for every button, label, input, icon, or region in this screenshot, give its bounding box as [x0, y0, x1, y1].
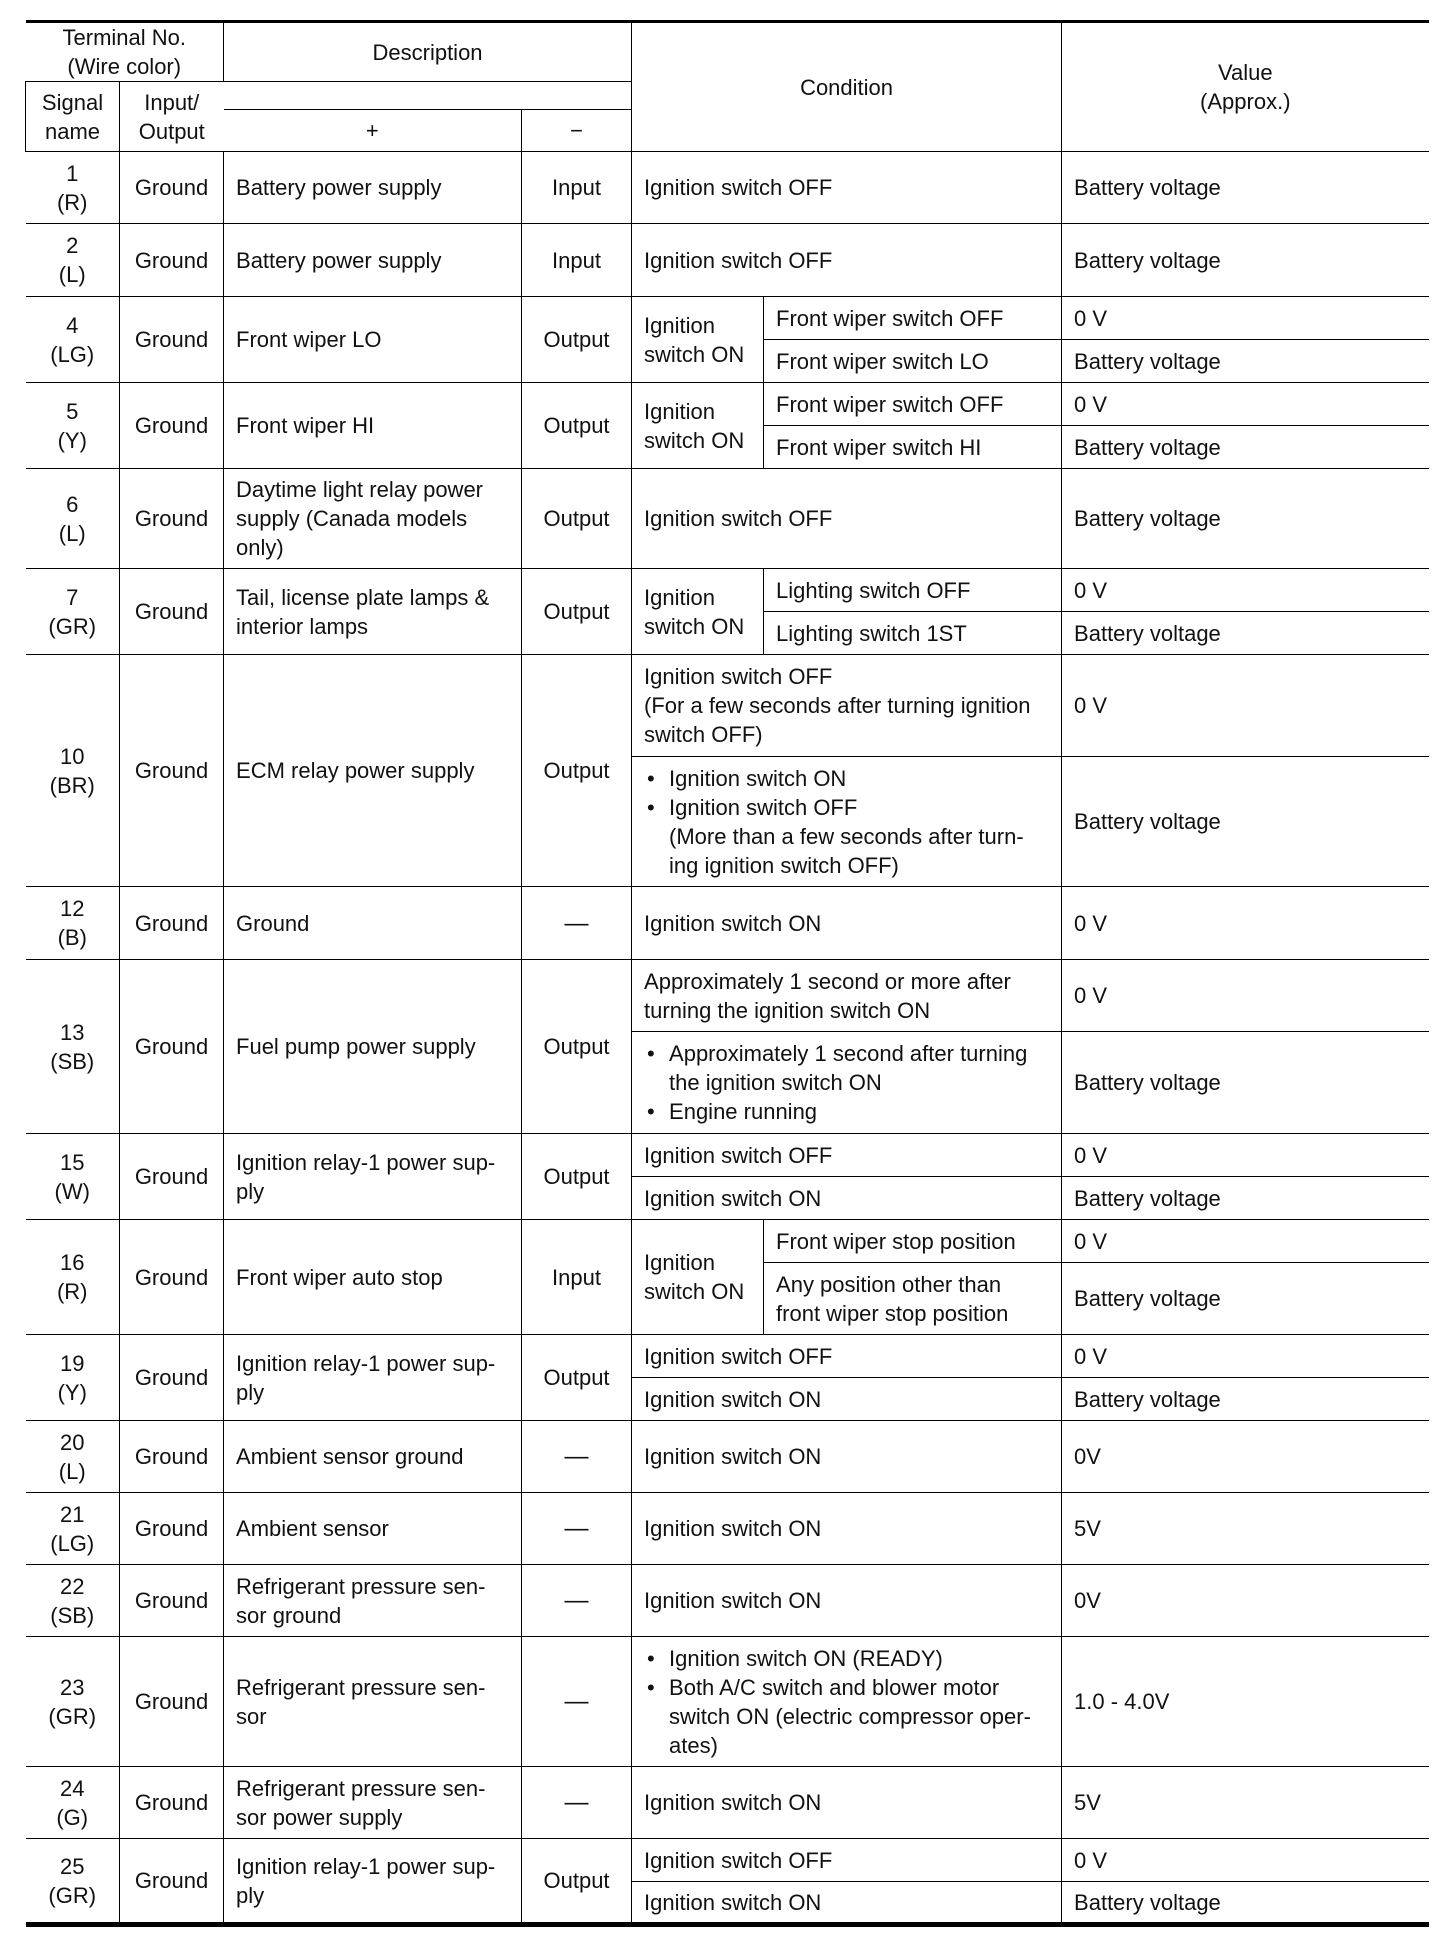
table-row	[26, 1220, 1429, 1263]
wire-color: (GR)	[48, 1882, 97, 1908]
terminal-number: 23	[60, 1674, 85, 1700]
signal-cell: Tail, license plate lamps & interior lamps	[224, 569, 522, 655]
terminal-number: 12	[60, 896, 85, 921]
condition-main-cell: Ignition switch ON	[632, 383, 764, 469]
io-cell: Output	[522, 960, 632, 1134]
terminal-header-line1: Terminal No.	[62, 25, 186, 50]
wire-color: (R)	[56, 189, 88, 215]
condition-note: (For a few seconds after turning ignition switch OFF)	[644, 693, 1031, 747]
io-cell: —	[522, 1637, 632, 1767]
wire-color: (GR)	[48, 613, 97, 639]
terminal-number: 24	[60, 1775, 85, 1801]
terminal-number: 19	[60, 1350, 85, 1376]
terminal-cell	[26, 887, 120, 960]
condition-bullet-list	[644, 1039, 1049, 1126]
signal-cell: Refrigerant pressure sen-sor power supply	[224, 1767, 522, 1839]
terminal-number: 25	[60, 1853, 85, 1879]
condition-cell: Ignition switch OFF	[632, 152, 1062, 224]
table-row	[26, 1421, 1429, 1493]
terminal-cell	[26, 1421, 120, 1493]
ground-cell: Ground	[120, 1134, 224, 1220]
signal-cell: Front wiper LO	[224, 297, 522, 383]
value-cell: 0 V	[1062, 1220, 1429, 1263]
value-cell: 0V	[1062, 1565, 1429, 1637]
condition-main-cell: Ignition switch ON	[632, 569, 764, 655]
condition-line: Ignition switch OFF	[644, 664, 833, 689]
condition-cell: Ignition switch OFF	[632, 1134, 1062, 1177]
io-cell: Output	[522, 383, 632, 469]
terminal-cell	[26, 469, 120, 569]
wire-color: (GR)	[48, 1703, 97, 1729]
value-cell: Battery voltage	[1062, 757, 1429, 887]
ground-cell: Ground	[120, 1421, 224, 1493]
terminal-cell	[26, 383, 120, 469]
condition-cell: Ignition switch OFF	[632, 469, 1062, 569]
value-cell: Battery voltage	[1062, 340, 1429, 383]
signal-cell: Ambient sensor ground	[224, 1421, 522, 1493]
value-cell: 0 V	[1062, 960, 1429, 1032]
io-cell: —	[522, 887, 632, 960]
condition-header: Condition	[632, 22, 1062, 152]
plus-header: +	[224, 110, 522, 152]
io-cell: —	[522, 1493, 632, 1565]
ground-cell: Ground	[120, 1220, 224, 1335]
ground-cell: Ground	[120, 1839, 224, 1925]
table-row	[26, 1565, 1429, 1637]
condition-cell: Ignition switch ON	[632, 1767, 1062, 1839]
condition-note: (More than a few seconds after turn-ing ignition switch OFF)	[669, 823, 1024, 878]
table-row	[26, 1767, 1429, 1839]
signal-cell: Front wiper auto stop	[224, 1220, 522, 1335]
sub-condition-cell: Front wiper switch HI	[764, 426, 1062, 469]
terminal-number: 15	[60, 1149, 85, 1175]
terminal-number: 2	[66, 233, 79, 258]
io-header-line1: Input/	[144, 89, 200, 115]
wire-color: (SB)	[50, 1048, 95, 1074]
ground-cell: Ground	[120, 383, 224, 469]
condition-bullet: • Approximately 1 second after turning the ignition switch ON	[644, 1039, 1049, 1097]
signal-cell: Ground	[224, 887, 522, 960]
terminal-number: 1	[66, 160, 79, 186]
condition-main-cell: Ignition switch ON	[632, 297, 764, 383]
ground-cell: Ground	[120, 1335, 224, 1421]
header-row	[26, 22, 1429, 82]
signal-cell: Battery power supply	[224, 224, 522, 297]
wire-color: (BR)	[49, 772, 95, 798]
value-header	[1062, 22, 1429, 152]
description-header: Description	[224, 22, 632, 82]
signal-cell: ECM relay power supply	[224, 655, 522, 887]
signal-cell: Daytime light relay power supply (Canada models only)	[224, 469, 522, 569]
terminal-header-line2: (Wire color)	[67, 54, 182, 79]
signal-cell: Front wiper HI	[224, 383, 522, 469]
terminal-number: 16	[60, 1250, 85, 1275]
wire-color: (L)	[58, 520, 86, 546]
terminal-cell	[26, 297, 120, 383]
condition-cell: Ignition switch ON	[632, 1493, 1062, 1565]
wire-color: (B)	[57, 925, 87, 950]
terminal-cell	[26, 1637, 120, 1767]
condition-bullet	[644, 793, 1049, 880]
terminal-cell	[26, 1335, 120, 1421]
condition-main-cell: Ignition switch ON	[632, 1220, 764, 1335]
signal-cell: Fuel pump power supply	[224, 960, 522, 1134]
wire-color: (Y)	[57, 1379, 87, 1405]
ground-cell: Ground	[120, 469, 224, 569]
value-cell: Battery voltage	[1062, 1177, 1429, 1220]
value-header-line2: (Approx.)	[1200, 89, 1291, 114]
condition-bullet-list	[644, 1644, 1049, 1760]
ground-cell: Ground	[120, 887, 224, 960]
io-cell: Input	[522, 1220, 632, 1335]
condition-cell	[632, 1032, 1062, 1134]
terminal-cell	[26, 224, 120, 297]
ground-cell: Ground	[120, 152, 224, 224]
io-cell: Output	[522, 1335, 632, 1421]
terminal-cell	[26, 152, 120, 224]
terminal-spec-sheet	[25, 20, 1428, 1927]
table-row	[26, 569, 1429, 612]
value-cell: 1.0 - 4.0V	[1062, 1637, 1429, 1767]
condition-bullet: • Engine running	[644, 1097, 1049, 1126]
terminal-number: 22	[60, 1573, 85, 1599]
condition-cell: Ignition switch ON	[632, 1177, 1062, 1220]
terminal-table	[25, 20, 1429, 1927]
wire-color: (LG)	[50, 1530, 95, 1556]
value-cell: Battery voltage	[1062, 1378, 1429, 1421]
table-row	[26, 297, 1429, 340]
condition-line: • Ignition switch OFF	[669, 794, 858, 820]
signal-cell: Battery power supply	[224, 152, 522, 224]
value-cell: Battery voltage	[1062, 1032, 1429, 1134]
table-row	[26, 1493, 1429, 1565]
terminal-number: 21	[60, 1501, 85, 1527]
table-row	[26, 469, 1429, 569]
signal-cell: Refrigerant pressure sen-sor ground	[224, 1565, 522, 1637]
value-cell: Battery voltage	[1062, 426, 1429, 469]
wire-color: (Y)	[57, 427, 87, 453]
value-cell: Battery voltage	[1062, 1263, 1429, 1335]
ground-cell: Ground	[120, 1767, 224, 1839]
signal-cell: Ignition relay-1 power sup-ply	[224, 1134, 522, 1220]
value-cell: 0 V	[1062, 887, 1429, 960]
io-cell: Output	[522, 469, 632, 569]
minus-header: −	[522, 110, 632, 152]
condition-cell: Ignition switch ON	[632, 1378, 1062, 1421]
value-cell: 5V	[1062, 1493, 1429, 1565]
table-row	[26, 1839, 1429, 1882]
terminal-cell	[26, 1220, 120, 1335]
table-row	[26, 383, 1429, 426]
sub-condition-cell: Front wiper switch LO	[764, 340, 1062, 383]
ground-cell: Ground	[120, 960, 224, 1134]
io-cell: Output	[522, 1839, 632, 1925]
table-row	[26, 152, 1429, 224]
terminal-number: 7	[66, 584, 79, 610]
ground-cell: Ground	[120, 224, 224, 297]
terminal-number: 4	[66, 312, 79, 338]
table-row	[26, 1637, 1429, 1767]
io-header	[120, 82, 224, 152]
value-cell: 0 V	[1062, 655, 1429, 757]
terminal-cell	[26, 1493, 120, 1565]
signal-cell: Ambient sensor	[224, 1493, 522, 1565]
ground-cell: Ground	[120, 1637, 224, 1767]
condition-bullet: • Both A/C switch and blower motor switch ON (electric compressor oper-ates)	[644, 1673, 1049, 1760]
table-row	[26, 1335, 1429, 1378]
terminal-cell	[26, 569, 120, 655]
io-cell: Input	[522, 224, 632, 297]
terminal-cell	[26, 1134, 120, 1220]
wire-color: (L)	[58, 1458, 86, 1484]
value-cell: 0 V	[1062, 1134, 1429, 1177]
condition-cell: Ignition switch OFF	[632, 224, 1062, 297]
signal-cell: Ignition relay-1 power sup-ply	[224, 1839, 522, 1925]
wire-color: (W)	[54, 1178, 90, 1204]
wire-color: (SB)	[50, 1602, 95, 1628]
value-cell: 0 V	[1062, 569, 1429, 612]
condition-cell	[632, 1637, 1062, 1767]
io-cell: Output	[522, 655, 632, 887]
condition-cell: Ignition switch OFF	[632, 1335, 1062, 1378]
value-cell: 0 V	[1062, 1335, 1429, 1378]
io-cell: Output	[522, 569, 632, 655]
signal-name-header: Signal name	[26, 82, 120, 152]
sub-condition-cell: Lighting switch OFF	[764, 569, 1062, 612]
condition-cell	[632, 655, 1062, 757]
terminal-number: 13	[60, 1019, 85, 1045]
signal-cell: Ignition relay-1 power sup-ply	[224, 1335, 522, 1421]
io-cell: Input	[522, 152, 632, 224]
sub-condition-cell: Lighting switch 1ST	[764, 612, 1062, 655]
table-row	[26, 655, 1429, 757]
io-cell: —	[522, 1565, 632, 1637]
ground-cell: Ground	[120, 1493, 224, 1565]
condition-cell: Ignition switch ON	[632, 1565, 1062, 1637]
value-cell: Battery voltage	[1062, 612, 1429, 655]
io-cell: —	[522, 1421, 632, 1493]
condition-cell: Ignition switch ON	[632, 1421, 1062, 1493]
value-cell: Battery voltage	[1062, 152, 1429, 224]
io-header-line2: Output	[138, 118, 205, 144]
terminal-cell	[26, 960, 120, 1134]
io-cell: —	[522, 1767, 632, 1839]
terminal-cell	[26, 1767, 120, 1839]
sub-condition-cell: Front wiper switch OFF	[764, 297, 1062, 340]
table-row	[26, 960, 1429, 1032]
table-row	[26, 224, 1429, 297]
value-cell: Battery voltage	[1062, 469, 1429, 569]
value-cell: 0V	[1062, 1421, 1429, 1493]
sub-condition-cell: Front wiper switch OFF	[764, 383, 1062, 426]
value-cell: Battery voltage	[1062, 224, 1429, 297]
terminal-number: 6	[66, 491, 79, 517]
condition-bullet-list	[644, 764, 1049, 880]
wire-color: (G)	[56, 1804, 89, 1830]
terminal-cell	[26, 1565, 120, 1637]
wire-color: (R)	[56, 1279, 88, 1304]
value-cell: Battery voltage	[1062, 1882, 1429, 1925]
io-cell: Output	[522, 1134, 632, 1220]
condition-cell: Ignition switch ON	[632, 1882, 1062, 1925]
value-cell: 0 V	[1062, 1839, 1429, 1882]
ground-cell: Ground	[120, 297, 224, 383]
condition-cell: Ignition switch OFF	[632, 1839, 1062, 1882]
condition-bullet: • Ignition switch ON (READY)	[644, 1644, 1049, 1673]
terminal-number: 10	[60, 743, 85, 769]
table-row	[26, 887, 1429, 960]
wire-color: (LG)	[50, 341, 95, 367]
value-header-line1: Value	[1217, 60, 1273, 85]
value-cell: 0 V	[1062, 297, 1429, 340]
sub-condition-cell: Front wiper stop position	[764, 1220, 1062, 1263]
wire-color: (L)	[58, 262, 86, 287]
sub-condition-cell: Any position other than front wiper stop position	[764, 1263, 1062, 1335]
terminal-number: 5	[66, 398, 79, 424]
signal-cell: Refrigerant pressure sen-sor	[224, 1637, 522, 1767]
io-cell: Output	[522, 297, 632, 383]
terminal-header	[26, 22, 224, 82]
ground-cell: Ground	[120, 1565, 224, 1637]
condition-cell: Approximately 1 second or more after turning the ignition switch ON	[632, 960, 1062, 1032]
ground-cell: Ground	[120, 569, 224, 655]
condition-cell	[632, 757, 1062, 887]
ground-cell: Ground	[120, 655, 224, 887]
terminal-cell	[26, 1839, 120, 1925]
condition-bullet: • Ignition switch ON	[644, 764, 1049, 793]
condition-cell: Ignition switch ON	[632, 887, 1062, 960]
table-row	[26, 1134, 1429, 1177]
value-cell: 5V	[1062, 1767, 1429, 1839]
value-cell: 0 V	[1062, 383, 1429, 426]
terminal-cell	[26, 655, 120, 887]
terminal-number: 20	[60, 1429, 85, 1455]
